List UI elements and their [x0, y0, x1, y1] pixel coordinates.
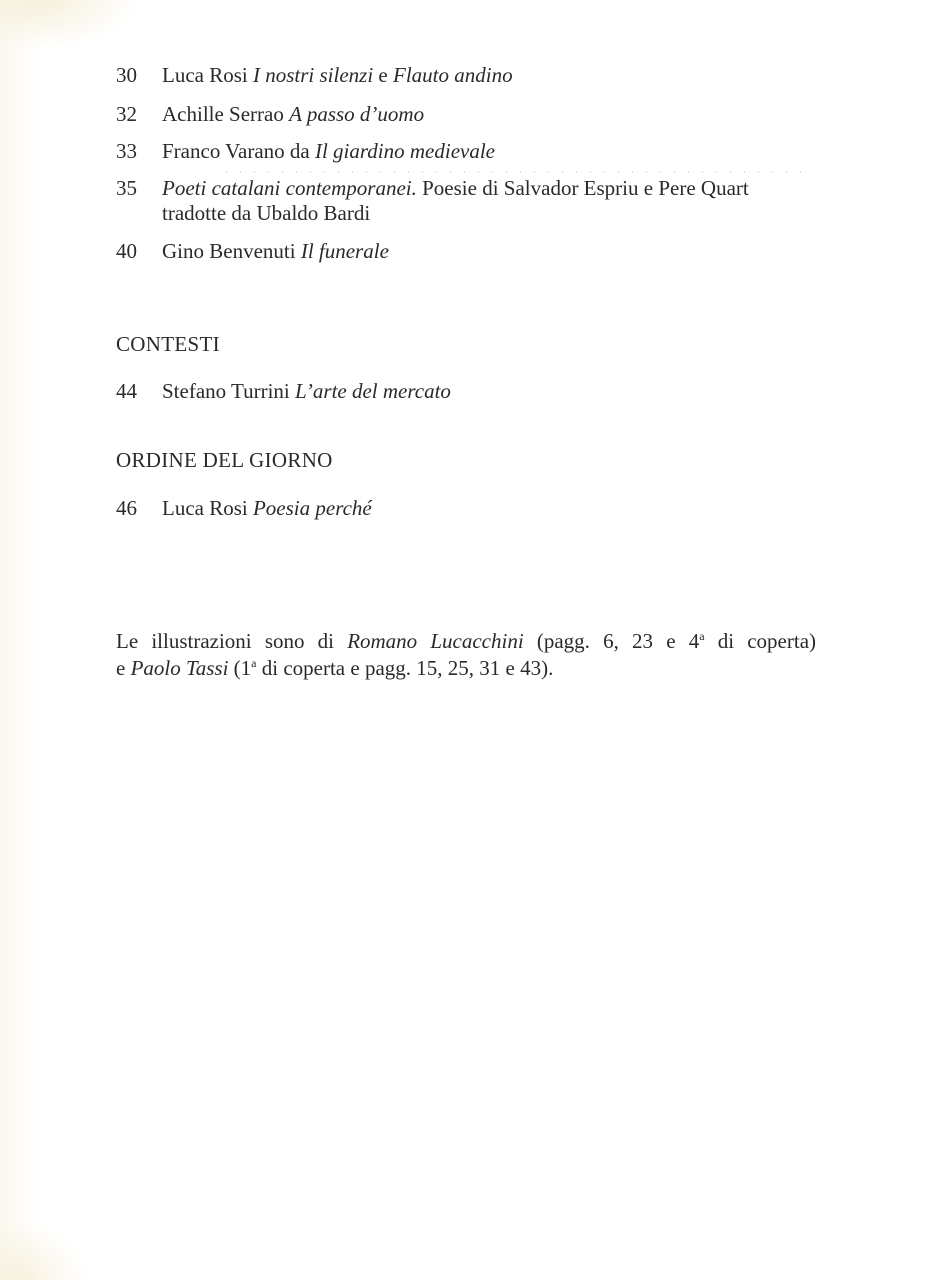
toc-entry	[116, 139, 816, 164]
illustration-credits	[116, 628, 816, 682]
credits-text: di coperta e pagg. 15, 25, 31 e 43).	[261, 656, 554, 680]
section-heading: ORDINE DEL GIORNO	[116, 448, 333, 472]
author: Stefano Turrini	[162, 379, 290, 403]
page-number: 33	[116, 139, 137, 163]
page-number: 30	[116, 63, 137, 87]
page-number: 35	[116, 176, 137, 200]
entry-description: tradotte da Ubaldo Bardi	[162, 201, 371, 225]
credits-text: (1	[233, 656, 252, 680]
section-heading: CONTESTI	[116, 332, 220, 356]
paper-stain	[0, 1220, 90, 1280]
work-title: L’arte del mercato	[295, 379, 451, 403]
work-title: A passo d’uomo	[289, 102, 425, 126]
author: Luca Rosi	[162, 63, 248, 87]
superscript: a	[699, 629, 705, 643]
toc-entry	[116, 496, 816, 521]
superscript: a	[251, 656, 257, 670]
work-title: Il giardino medievale	[314, 139, 495, 163]
credits-text: (pagg. 6, 23 e 4	[536, 629, 700, 653]
page-number: 40	[116, 239, 137, 263]
conjunction: e	[378, 63, 388, 87]
toc-entry	[116, 102, 816, 127]
toc-entry	[116, 379, 816, 404]
page-number: 44	[116, 379, 137, 403]
work-title: I nostri silenzi	[252, 63, 374, 87]
credits-text: e	[116, 656, 126, 680]
page-number: 46	[116, 496, 137, 520]
toc-entry	[116, 239, 816, 264]
illustrator-name: Paolo Tassi	[130, 656, 229, 680]
work-title: Flauto andino	[393, 63, 513, 87]
illustrator-name: Romano Lucacchini	[347, 629, 524, 653]
author: Franco Varano da	[162, 139, 310, 163]
work-title: Poesia perché	[252, 496, 372, 520]
work-title: Il funerale	[300, 239, 389, 263]
credits-text: Le illustrazioni sono di	[116, 629, 334, 653]
toc-entry	[116, 63, 816, 88]
toc-entry	[116, 176, 816, 226]
entry-description: Poesie di Salvador Espriu e Pere Quart	[422, 176, 749, 200]
work-title: Poeti catalani contemporanei.	[162, 176, 417, 200]
author: Gino Benvenuti	[162, 239, 296, 263]
paper-stain	[0, 0, 140, 50]
author: Achille Serrao	[162, 102, 284, 126]
faint-scan-dots	[226, 171, 806, 173]
page-number: 32	[116, 102, 137, 126]
credits-text: di coperta)	[717, 629, 817, 653]
author: Luca Rosi	[162, 496, 248, 520]
